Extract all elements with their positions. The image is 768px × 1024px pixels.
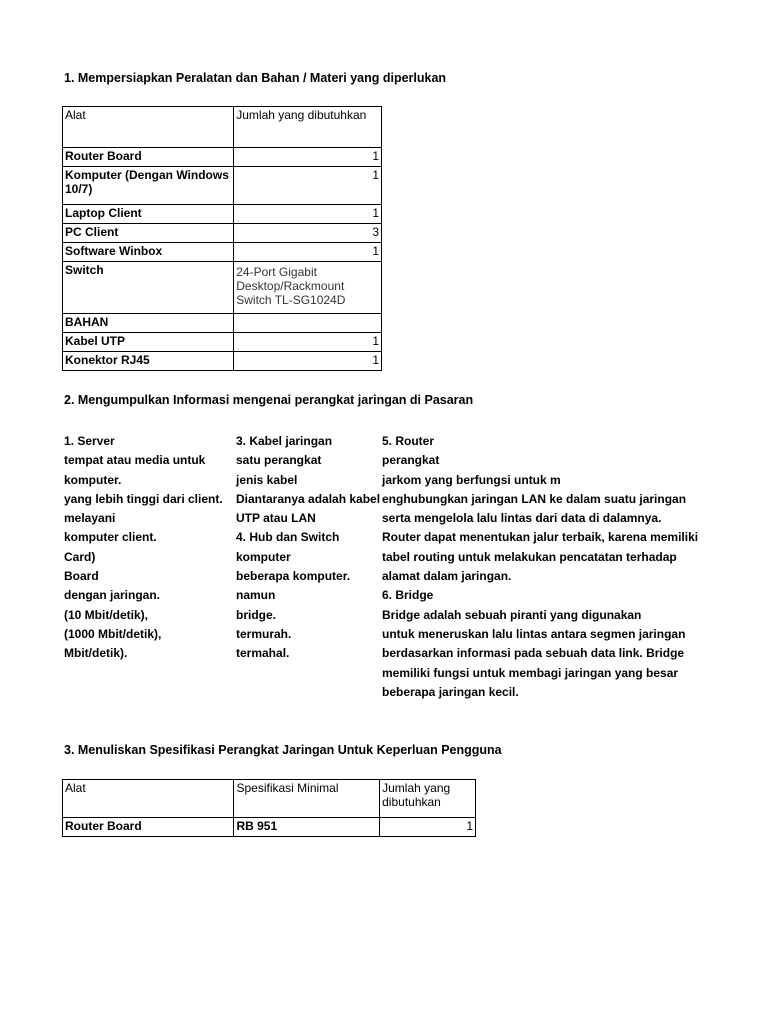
switch-spec: 24-Port Gigabit Desktop/Rackmount Switch TL-SG1024D (236, 265, 346, 307)
text-line: UTP atau LAN (236, 511, 316, 526)
header-jumlah: Jumlah yang dibutuhkan (234, 107, 382, 148)
specification-table (62, 779, 476, 837)
text-line: 4. Hub dan Switch (236, 530, 340, 545)
table-header-row (63, 780, 476, 818)
row-name: Software Winbox (63, 243, 234, 262)
text-line: (1000 Mbit/detik), (64, 626, 162, 641)
info-column-server (64, 432, 232, 664)
text-line: beberapa jaringan kecil. (382, 684, 519, 699)
row-spec (234, 262, 382, 314)
text-line: Diantaranya adalah kabel (236, 491, 381, 506)
section3-heading: 3. Menuliskan Spesifikasi Perangkat Jaringan Untuk Keperluan Pengguna (64, 743, 502, 757)
section2-heading: 2. Mengumpulkan Informasi mengenai perangkat jaringan di Pasaran (64, 393, 474, 407)
row-qty (234, 314, 382, 333)
row-name: PC Client (63, 224, 234, 243)
text-line: 6. Bridge (382, 588, 434, 603)
table-row (63, 333, 382, 352)
header-alat: Alat (63, 780, 234, 818)
header-jumlah: Jumlah yang dibutuhkan (380, 780, 476, 818)
row-qty: 1 (234, 333, 382, 352)
text-line: serta mengelola lalu lintas dari data di dalamnya. (382, 511, 662, 526)
row-qty: 1 (380, 818, 476, 837)
table-row (63, 352, 382, 371)
table-row (63, 314, 382, 333)
text-line: Board (64, 569, 99, 584)
table-row (63, 818, 476, 837)
header-alat: Alat (63, 107, 234, 148)
equipment-table (62, 106, 382, 371)
table-row (63, 167, 382, 205)
table-row (63, 205, 382, 224)
row-name: Router Board (63, 148, 234, 167)
text-line: berdasarkan informasi pada sebuah data link. Bridge (382, 646, 685, 661)
text-line: Card) (64, 549, 96, 564)
text-line: yang lebih tinggi dari client. (64, 491, 223, 506)
row-qty: 3 (234, 224, 382, 243)
text-line: jenis kabel (236, 472, 298, 487)
text-line: tabel routing untuk melakukan pencatatan terhadap (382, 549, 677, 564)
info-column-cable-hub (236, 432, 381, 664)
row-qty: 1 (234, 205, 382, 224)
text-line: melayani (64, 511, 116, 526)
text-line: komputer. (64, 472, 122, 487)
row-spec: RB 951 (234, 818, 380, 837)
text-line: bridge. (236, 607, 277, 622)
text-line: dengan jaringan. (64, 588, 161, 603)
text-line: komputer client. (64, 530, 157, 545)
text-line: enghubungkan jaringan LAN ke dalam suatu jaringan (382, 491, 687, 506)
text-line: termahal. (236, 646, 290, 661)
text-line: namun (236, 588, 276, 603)
text-line: (10 Mbit/detik), (64, 607, 149, 622)
text-line: jarkom yang berfungsi untuk m (382, 472, 561, 487)
row-qty: 1 (234, 352, 382, 371)
row-name: Laptop Client (63, 205, 234, 224)
header-spesifikasi: Spesifikasi Minimal (234, 780, 380, 818)
row-qty: 1 (234, 167, 382, 205)
row-name: Komputer (Dengan Windows 10/7) (63, 167, 234, 205)
table-row (63, 224, 382, 243)
text-line: tempat atau media untuk (64, 453, 206, 468)
table-row (63, 148, 382, 167)
row-qty: 1 (234, 243, 382, 262)
text-line: termurah. (236, 626, 292, 641)
table-row (63, 262, 382, 314)
row-name: Kabel UTP (63, 333, 234, 352)
text-line: untuk meneruskan lalu lintas antara segmen jaringan (382, 626, 686, 641)
text-line: 1. Server (64, 434, 115, 448)
text-line: 3. Kabel jaringan (236, 434, 333, 448)
text-line: Mbit/detik). (64, 646, 128, 661)
table-header-row (63, 107, 382, 148)
section1-heading: 1. Mempersiapkan Peralatan dan Bahan / Materi yang diperlukan (64, 71, 447, 85)
text-line: 5. Router (382, 434, 435, 448)
text-line: Bridge adalah sebuah piranti yang digunakan (382, 607, 642, 622)
text-line: perangkat (382, 453, 440, 468)
row-name: BAHAN (63, 314, 234, 333)
row-qty: 1 (234, 148, 382, 167)
text-line: beberapa komputer. (236, 569, 351, 584)
text-line: memiliki fungsi untuk membagi jaringan yang besar (382, 665, 679, 680)
text-line: Router dapat menentukan jalur terbaik, karena memiliki (382, 530, 699, 545)
text-line: satu perangkat (236, 453, 322, 468)
text-line: komputer (236, 549, 291, 564)
table-row (63, 243, 382, 262)
info-column-router-bridge (382, 432, 699, 702)
row-name: Konektor RJ45 (63, 352, 234, 371)
text-line: alamat dalam jaringan. (382, 569, 512, 584)
row-name: Router Board (63, 818, 234, 837)
row-name: Switch (63, 262, 234, 314)
